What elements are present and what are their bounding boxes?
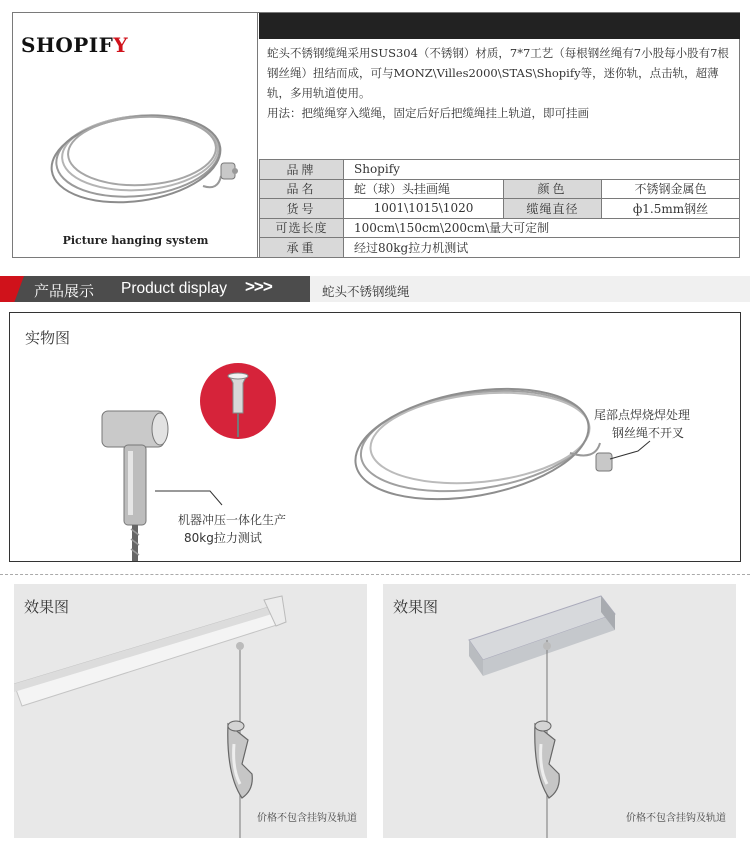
spec-label: 可选长度: [260, 218, 344, 238]
spec-label: 品名: [260, 179, 344, 199]
spec-value: ф1.5mm钢丝: [602, 199, 740, 219]
cable-coil-icon: [43, 91, 243, 221]
usage-text: 用法：把缆绳穿入缆绳，固定后好后把缆绳挂上轨道，即可挂画: [267, 106, 589, 120]
annotation-text: 80kg拉力测试: [184, 531, 262, 545]
description-text: 蛇头不锈钢缆绳采用SUS304（不锈钢）材质，7*7工艺（每根钢丝绳有7小股每小股有7根钢丝绳）扭结而成，可与MONZ\Villes2000\STAS\Shopify等，迷你轨，点击轨，超薄轨，多用轨道使用。: [267, 46, 729, 100]
section-title-en: Product display: [121, 280, 227, 297]
spec-label: 颜色: [504, 179, 602, 199]
product-image-panel: [13, 13, 258, 257]
section-arrows: >>>: [245, 277, 272, 296]
spec-value: 1001\1015\1020: [344, 199, 504, 219]
image-caption: Picture hanging system: [62, 234, 209, 247]
section-title-cn: 产品展示: [34, 282, 95, 300]
spec-value: 经过80kg拉力机测试: [344, 238, 740, 258]
product-info-card: [12, 12, 740, 258]
effect-title: 效果图: [24, 598, 70, 616]
spec-label: 品牌: [260, 160, 344, 180]
spec-value: Shopify: [344, 160, 740, 180]
spec-label: 缆绳直径: [504, 199, 602, 219]
product-details-panel: [259, 13, 740, 257]
table-row: [260, 160, 740, 180]
table-row: [260, 238, 740, 258]
price-note: 价格不包含挂钩及轨道: [257, 813, 357, 824]
rail-hanging-illustration: [383, 584, 736, 838]
effect-panel: [383, 584, 736, 838]
spec-label: 货号: [260, 199, 344, 219]
spec-table: [259, 159, 740, 258]
snake-head-fitting-icon: [102, 411, 168, 561]
spec-value: 100cm\150cm\200cm\量大可定制: [344, 218, 740, 238]
real-photo-title: 实物图: [25, 329, 71, 347]
brand-logo-accent: Y: [113, 33, 129, 57]
product-photo-box: [9, 312, 741, 562]
table-row: [260, 218, 740, 238]
annotation-left: [178, 511, 286, 547]
price-note: 价格不包含挂钩及轨道: [626, 813, 726, 824]
spec-value: 不锈钢金属色: [602, 179, 740, 199]
section-divider: [0, 574, 750, 575]
cable-coil-icon: [347, 372, 600, 515]
details-header-bar: [259, 13, 740, 39]
product-description: [259, 39, 740, 123]
spec-value: 蛇（球）头挂画绳: [344, 179, 504, 199]
spec-label: 承重: [260, 238, 344, 258]
table-row: [260, 199, 740, 219]
annotation-text: 钢丝绳不开叉: [612, 426, 685, 440]
brand-logo: [21, 33, 128, 57]
rail-hanging-illustration: [14, 584, 367, 838]
brand-logo-text: SHOPIF: [21, 33, 114, 57]
table-row: [260, 179, 740, 199]
section-subtitle: 蛇头不锈钢缆绳: [322, 284, 410, 299]
annotation-text: 机器冲压一体化生产: [178, 513, 287, 527]
annotation-text: 尾部点焊烧焊处理: [594, 408, 691, 422]
annotation-right: [594, 406, 690, 442]
effect-title: 效果图: [393, 598, 439, 616]
effect-panel: [14, 584, 367, 838]
